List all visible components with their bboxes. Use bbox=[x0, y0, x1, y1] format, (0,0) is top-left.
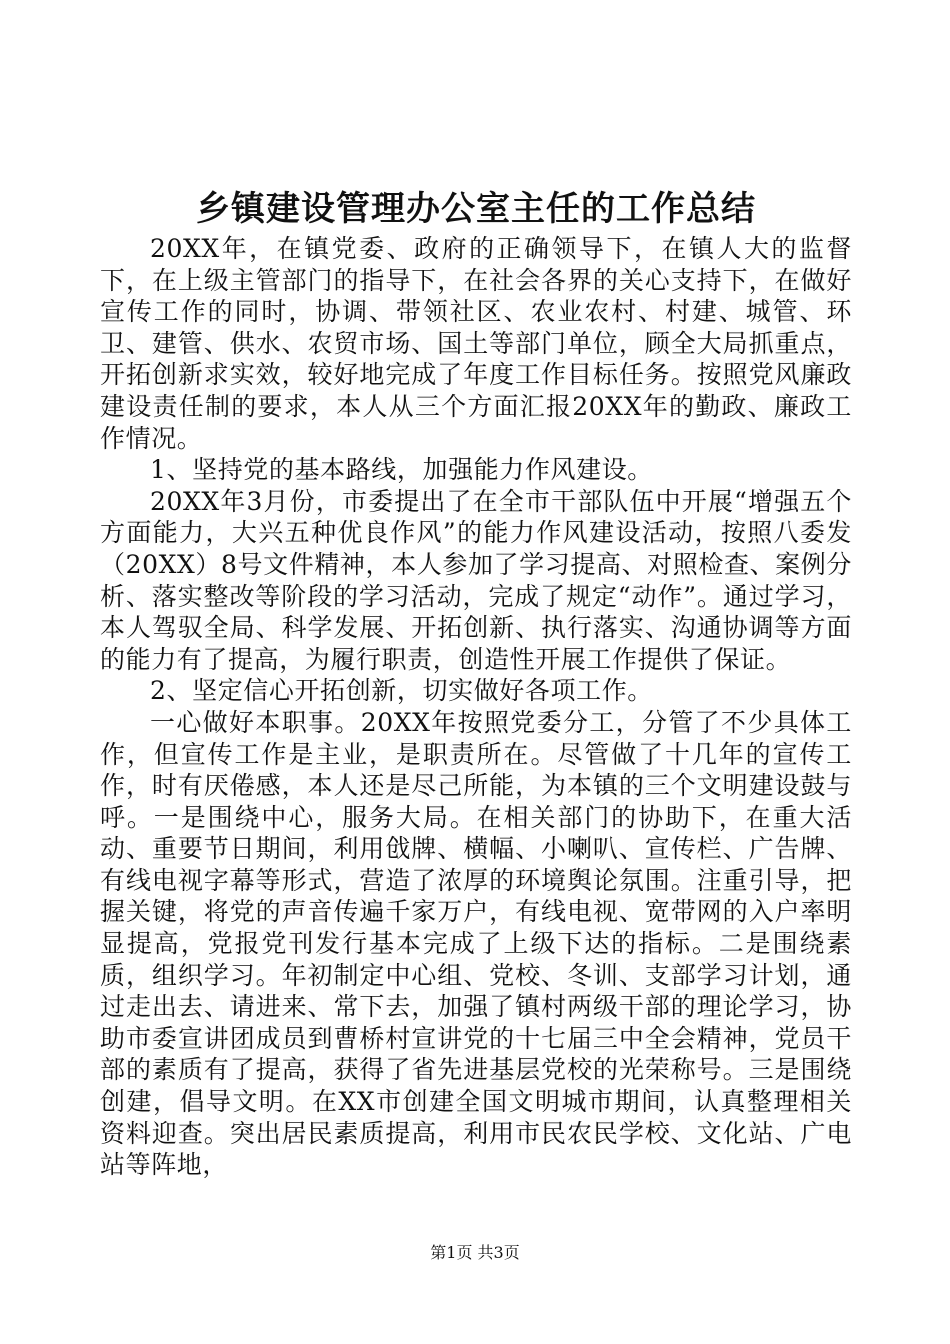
paragraph-ability-style: 20XX年3月份，市委提出了在全市干部队伍中开展“增强五个方面能力，大兴五种优良作风”的能力作风建设活动，按照八委发（20XX）8号文件精神，本人参加了学习提高、对照检查、案例分析、落实整改等阶段的学习活动，完成了规定“动作”。通过学习，本人驾驭全局、科学发展、开拓创新、执行落实、沟通协调等方面的能力有了提高，为履行职责，创造性开展工作提供了保证。 bbox=[100, 486, 852, 674]
paragraph-intro: 20XX年，在镇党委、政府的正确领导下，在镇人大的监督下，在上级主管部门的指导下，在社会各界的关心支持下，在做好宣传工作的同时，协调、带领社区、农业农村、村建、城管、环卫、建管、供水、农贸市场、国土等部门单位，顾全大局抓重点，开拓创新求实效，较好地完成了年度工作目标任务。按照党风廉政建设责任制的要求，本人从三个方面汇报20XX年的勤政、廉政工作情况。 bbox=[100, 234, 852, 453]
document-title: 乡镇建设管理办公室主任的工作总结 bbox=[196, 189, 756, 229]
document-page bbox=[100, 0, 852, 1344]
paragraph-heading-1: 1、坚持党的基本路线，加强能力作风建设。 bbox=[150, 455, 653, 485]
paragraph-duties: 一心做好本职事。20XX年按照党委分工，分管了不少具体工作，但宣传工作是主业，是职责所在。尽管做了十几年的宣传工作，时有厌倦感，本人还是尽己所能，为本镇的三个文明建设鼓与呼。一是围绕中心，服务大局。在相关部门的协助下，在重大活动、重要节日期间，利用戗牌、横幅、小喇叭、宣传栏、广告牌、有线电视字幕等形式，营造了浓厚的环境舆论氛围。注重引导，把握关键，将党的声音传遍千家万户，有线电视、宽带网的入户率明显提高，党报党刊发行基本完成了上级下达的指标。二是围绕素质，组织学习。年初制定中心组、党校、冬训、支部学习计划，通过走出去、请进来、常下去，加强了镇村两级干部的理论学习，协助市委宣讲团成员到曹桥村宣讲党的十七届三中全会精神，党员干部的素质有了提高，获得了省先进基层党校的光荣称号。三是围绕创建，倡导文明。在XX市创建全国文明城市期间，认真整理相关资料迎查。突出居民素质提高，利用市民农民学校、文化站、广电站等阵地， bbox=[100, 707, 852, 1180]
paragraph-heading-2: 2、坚定信心开拓创新，切实做好各项工作。 bbox=[150, 676, 653, 706]
page-number-footer: 第1页 共3页 bbox=[430, 1243, 520, 1262]
document-body bbox=[100, 233, 852, 1181]
